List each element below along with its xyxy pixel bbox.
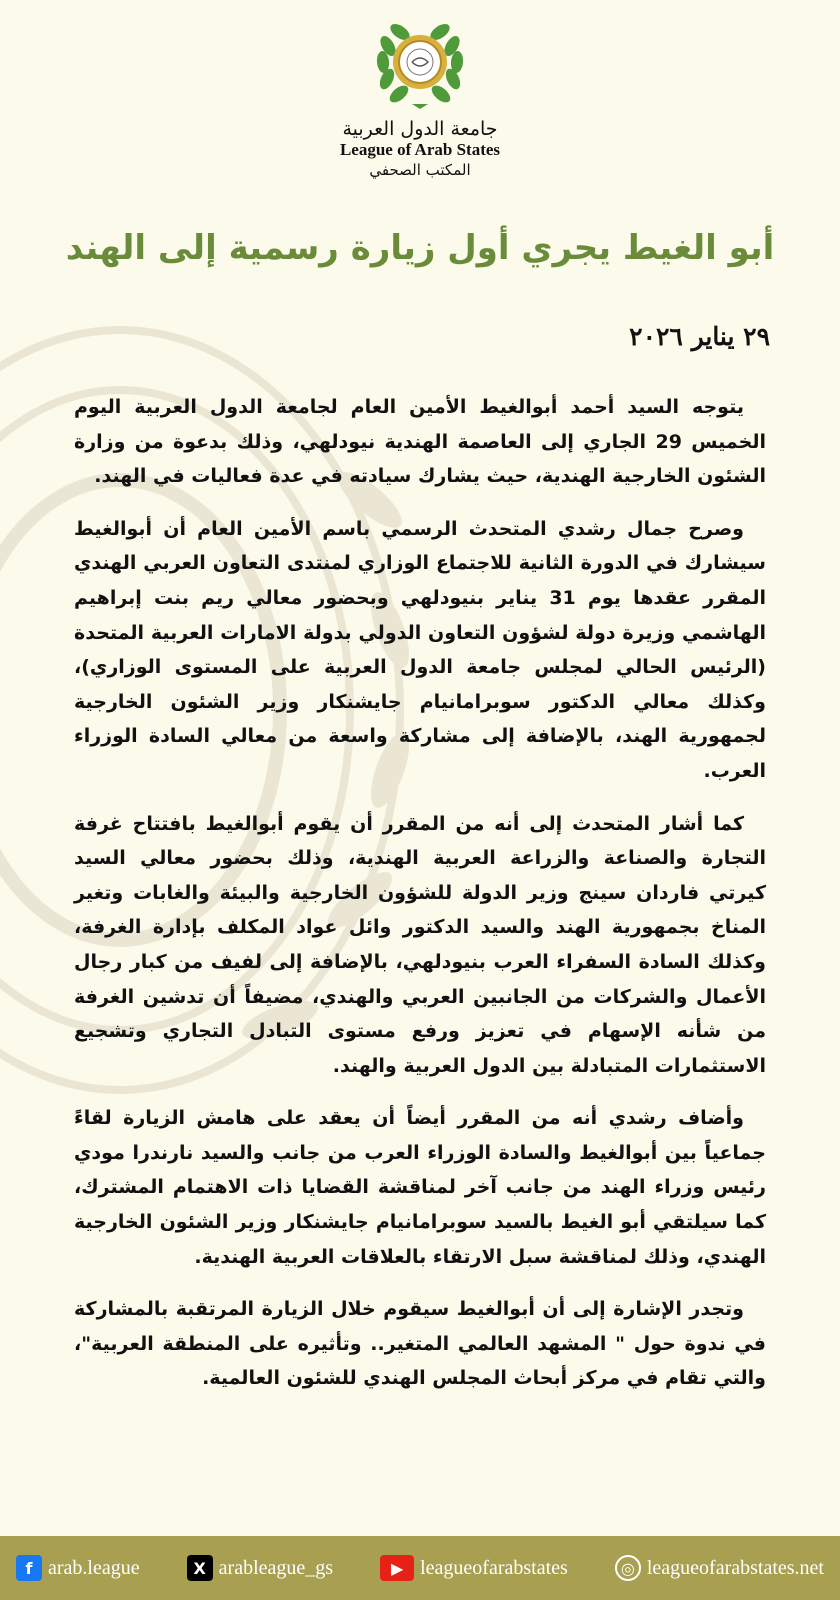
press-release-body	[74, 390, 766, 1414]
x-icon: X	[187, 1555, 213, 1581]
letterhead	[0, 16, 840, 180]
website-url: leagueofarabstates.net	[646, 1556, 824, 1579]
body-paragraph: وأضاف رشدي أنه من المقرر أيضاً أن يعقد على هامش الزيارة لقاءً جماعياً بين أبوالغيط والسادة الوزراء العرب من جانب والسيد نارندرا مودي رئيس وزراء الهند من جانب آخر لمناقشة القضايا ذات الاهتمام المشترك، كما سيلتقي أبو الغيط بالسيد سوبرامانيام جايشنكار وزير الشئون الخارجية الهندي، وذلك لمناقشة سبل الارتقاء بالعلاقات العربية الهندية.	[74, 1107, 766, 1268]
facebook-handle: arab.league	[48, 1556, 140, 1579]
body-paragraph: يتوجه السيد أحمد أبوالغيط الأمين العام لجامعة الدول العربية اليوم الخميس 29 الجاري إلى العاصمة الهندية نيودلهي، وذلك بدعوة من وزارة الشئون الخارجية الهندية، حيث يشارك سيادته في عدة فعاليات في الهند.	[74, 396, 767, 488]
social-footer	[0, 1536, 840, 1600]
press-office-label: المكتب الصحفي	[369, 161, 471, 179]
release-date: ٢٩ يناير ٢٠٢٦	[629, 322, 770, 351]
body-paragraph: وتجدر الإشارة إلى أن أبوالغيط سيقوم خلال الزيارة المرتقبة بالمشاركة في ندوة حول " المشهد العالمي المتغير.. وتأثيره على المنطقة العربية"، والتي تقام في مركز أبحاث المجلس الهندي للشئون العالمية.	[74, 1298, 766, 1390]
website-link[interactable]	[615, 1555, 824, 1581]
press-release-headline: أبو الغيط يجري أول زيارة رسمية إلى الهند	[65, 228, 775, 268]
body-paragraph: وصرح جمال رشدي المتحدث الرسمي باسم الأمين العام أن أبوالغيط سيشارك في الدورة الثانية للاجتماع الوزاري لمنتدى التعاون العربي الهندي المقرر عقدها يوم 31 يناير بنيودلهي وبحضور معالي ريم بنت إبراهيم الهاشمي وزيرة دولة لشؤون التعاون الدولي بدولة الامارات العربية المتحدة (الرئيس الحالي لمجلس جامعة الدول العربية على المستوى الوزاري)، وكذلك معالي الدكتور سوبرامانيام جايشنكار وزير الشئون الخارجية لجمهورية الهند، بالإضافة إلى مشاركة واسعة من معالي السادة الوزراء العرب.	[74, 517, 766, 782]
x-link[interactable]	[187, 1555, 333, 1581]
youtube-link[interactable]	[380, 1555, 568, 1581]
globe-icon: ◎	[615, 1555, 641, 1581]
arab-league-emblem-icon	[374, 16, 466, 112]
youtube-icon: ▶	[380, 1555, 414, 1581]
organization-name-english: League of Arab States	[339, 140, 501, 159]
facebook-icon: f	[16, 1555, 42, 1581]
facebook-link[interactable]	[16, 1555, 140, 1581]
x-handle: arableague_gs	[218, 1556, 334, 1579]
organization-name-arabic: جامعة الدول العربية	[342, 118, 498, 140]
youtube-handle: leagueofarabstates	[420, 1556, 568, 1579]
body-paragraph: كما أشار المتحدث إلى أنه من المقرر أن يقوم أبوالغيط بافتتاح غرفة التجارة والصناعة والزراعة العربية الهندية، وذلك بحضور معالي السيد كيرتي فاردان سينج وزير الدولة للشؤون الخارجية والبيئة والغابات وتغير المناخ بجمهورية الهند والسيد الدكتور وائل عواد المكلف بإدارة الغرفة، وكذلك السادة السفراء العرب بنيودلهي، بالإضافة إلى لفيف من كبار رجال الأعمال والشركات من الجانبين العربي والهندي، مضيفاً أن تدشين الغرفة من شأنه الإسهام في تعزيز ورفع مستوى التبادل التجاري وتشجيع الاستثمارات المتبادلة بين الدول العربية والهند.	[74, 812, 766, 1077]
